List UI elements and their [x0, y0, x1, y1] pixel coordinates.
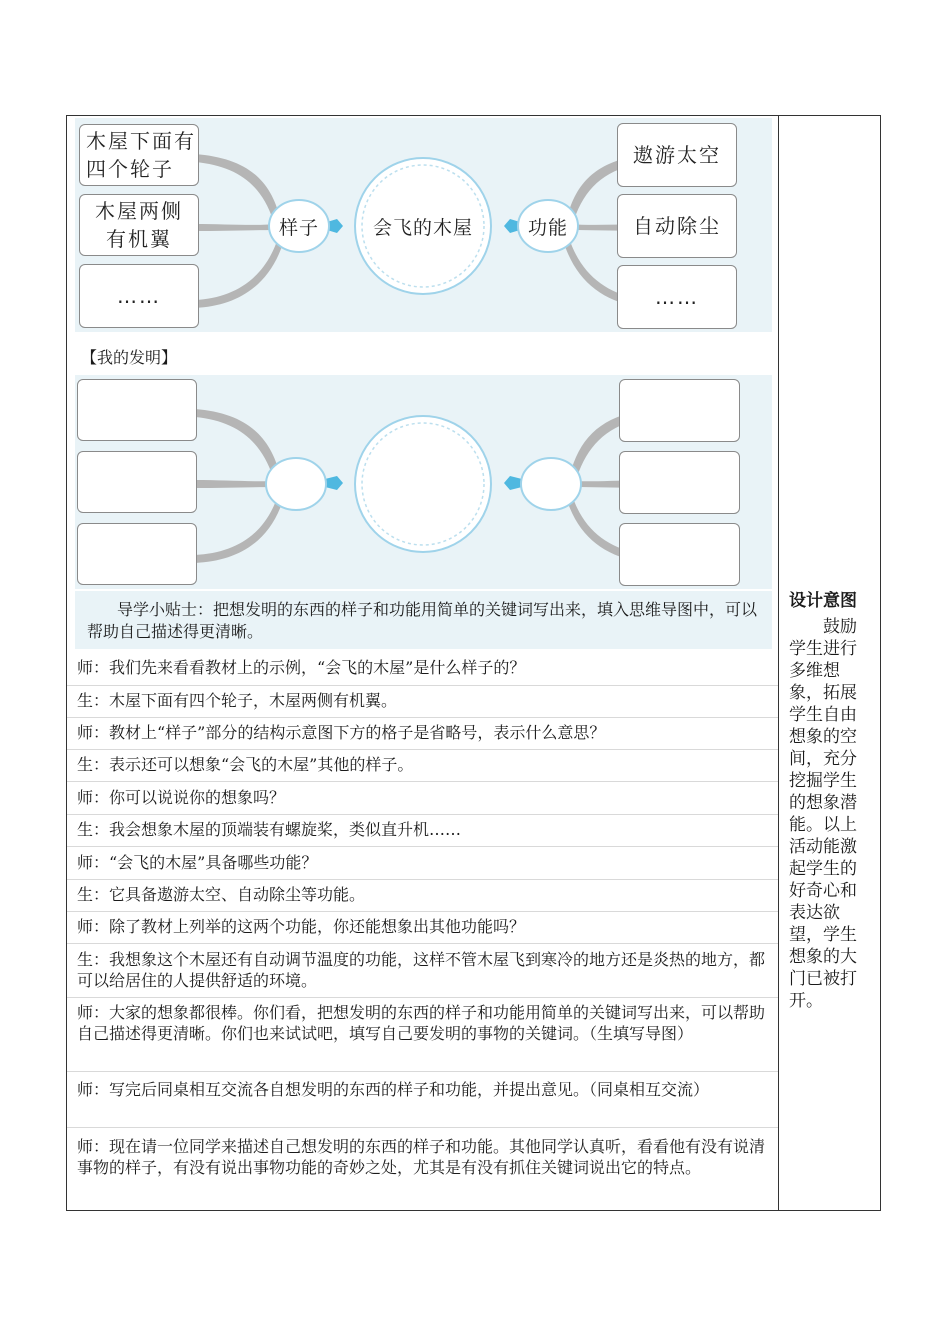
- blank-connector-left: [325, 476, 343, 490]
- row-divider: [67, 749, 778, 750]
- dialogue-line-1: 师：我们先来看看教材上的示例，“会飞的木屋”是什么样子的？: [77, 658, 526, 677]
- branch-left-1: [195, 154, 280, 220]
- blank-left-box-1[interactable]: [77, 379, 197, 441]
- lesson-table: [66, 115, 881, 1211]
- dialogue-line-13: 师：现在请一位同学来描述自己想发明的东西的样子和功能。其他同学认真听，看看他有没有说清事物的样子，有没有说出事物功能的奇妙之处，尤其是有没有抓住关键词说出它的特点。: [77, 1137, 766, 1177]
- row-divider: [67, 997, 778, 998]
- my-invention-heading: 【我的发明】: [81, 348, 178, 367]
- branch-left-3: [195, 238, 284, 308]
- row-divider: [67, 685, 778, 686]
- blank-connector-right: [504, 476, 522, 490]
- row-divider: [67, 943, 778, 944]
- row-divider: [67, 814, 778, 815]
- right-item-1: 遨游太空: [617, 123, 737, 187]
- left-item-2: 木屋两侧有机翼: [79, 194, 199, 256]
- blank-right-node: [521, 458, 581, 510]
- right-node-label: 功能: [527, 217, 568, 239]
- left-item-3: ……: [79, 264, 199, 328]
- left-item-1: 木屋下面有四个轮子: [79, 124, 199, 186]
- design-intent-title: 设计意图: [789, 591, 857, 611]
- dialogue-line-5: 师：你可以说说你的想象吗？: [77, 788, 286, 807]
- blank-center-node: [355, 416, 491, 552]
- dialogue-line-9: 师：除了教材上列举的这两个功能，你还能想象出其他功能吗？: [77, 917, 526, 936]
- right-item-3: ……: [617, 265, 737, 329]
- center-node-label: 会飞的木屋: [372, 217, 473, 239]
- design-intent-body: 鼓励学生进行多维想象，拓展学生自由想象的空间，充分挖掘学生的想象潜能。以上活动能激起学生的好奇心和表达欲望，学生想象的大门已被打开。: [789, 617, 857, 1011]
- dialogue-line-10: 生：我想象这个木屋还有自动调节温度的功能，这样不管木屋飞到寒冷的地方还是炎热的地方，都可以给居住的人提供舒适的环境。: [77, 950, 766, 990]
- blank-right-box-3[interactable]: [619, 523, 740, 586]
- row-divider: [67, 717, 778, 718]
- row-divider: [67, 1127, 778, 1128]
- row-divider: [67, 911, 778, 912]
- row-divider: [67, 781, 778, 782]
- dialogue-line-12: 师：写完后同桌相互交流各自想发明的东西的样子和功能，并提出意见。（同桌相互交流）: [77, 1080, 710, 1099]
- branch-left-2: [195, 224, 277, 231]
- design-intent-column: [779, 116, 880, 1210]
- blank-branch-left-3: [195, 495, 284, 563]
- blank-branch-left-2: [195, 480, 277, 488]
- dialogue-line-4: 生：表示还可以想象“会飞的木屋”其他的样子。: [77, 755, 414, 774]
- dialogue-line-2: 生：木屋下面有四个轮子，木屋两侧有机翼。: [77, 691, 398, 710]
- dialogue-line-6: 生：我会想象木屋的顶端装有螺旋桨，类似直升机……: [77, 820, 462, 839]
- main-column: [67, 116, 778, 1210]
- row-divider: [67, 879, 778, 880]
- blank-right-box-1[interactable]: [619, 379, 740, 442]
- dialogue-line-3: 师：教材上“样子”部分的结构示意图下方的格子是省略号，表示什么意思？: [77, 723, 606, 742]
- blank-left-box-2[interactable]: [77, 451, 197, 513]
- study-tip: 导学小贴士：把想发明的东西的样子和功能用简单的关键词写出来，填入思维导图中，可以帮助自己描述得更清晰。: [75, 591, 772, 649]
- row-divider: [67, 846, 778, 847]
- left-node-label: 样子: [278, 217, 319, 239]
- dialogue-line-7: 师：“会飞的木屋”具备哪些功能？: [77, 853, 318, 872]
- blank-mind-map: [75, 375, 772, 589]
- dialogue-line-8: 生：它具备遨游太空、自动除尘等功能。: [77, 885, 366, 904]
- blank-right-box-2[interactable]: [619, 451, 740, 514]
- dialogue-line-11: 师：大家的想象都很棒。你们看，把想发明的东西的样子和功能用简单的关键词写出来，可以帮助自己描述得更清晰。你们也来试试吧，填写自己要发明的事物的关键词。（生填写导图）: [77, 1003, 766, 1043]
- blank-left-box-3[interactable]: [77, 523, 197, 585]
- right-item-2: 自动除尘: [617, 194, 737, 258]
- blank-branch-left-1: [195, 409, 280, 477]
- example-mind-map: [75, 118, 772, 332]
- row-divider: [67, 1071, 778, 1072]
- blank-left-node: [266, 458, 326, 510]
